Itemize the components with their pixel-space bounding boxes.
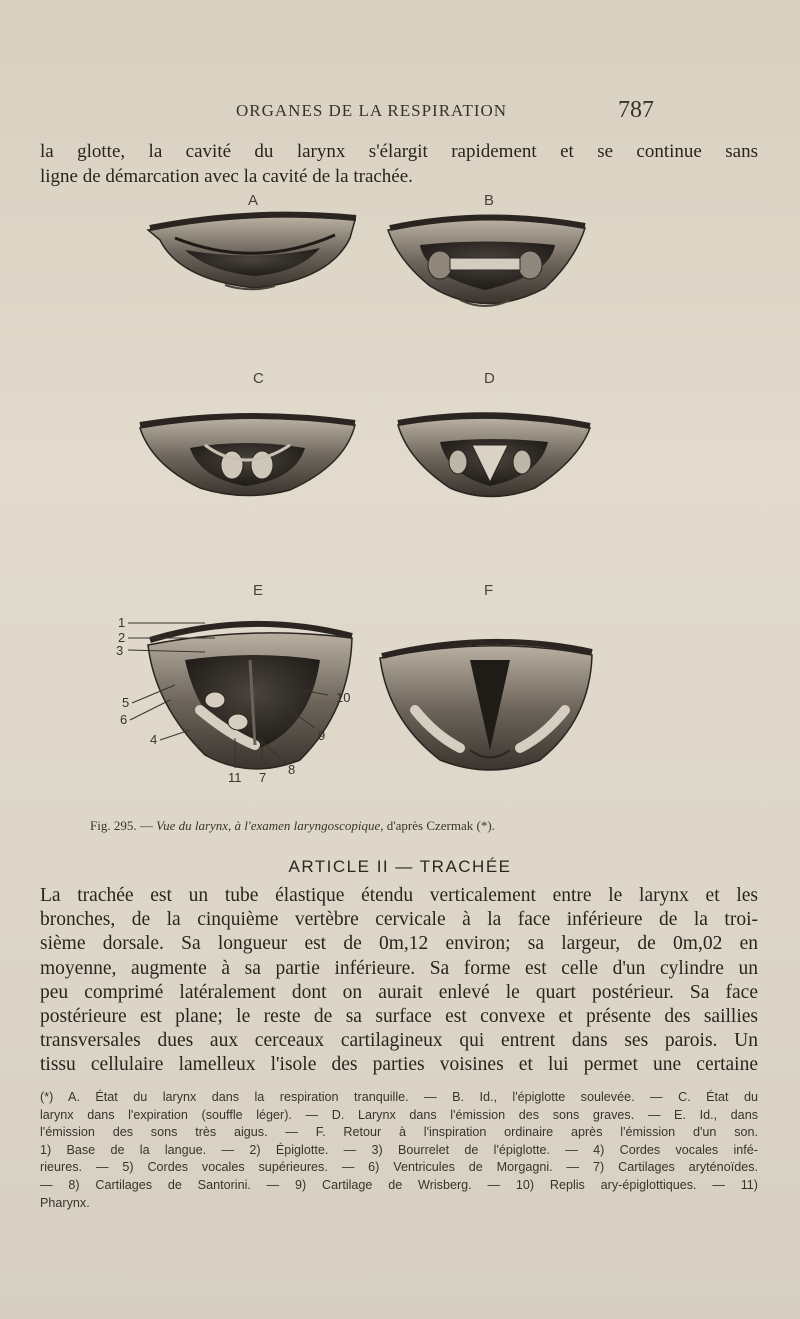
footnote-line: 1) Base de la langue. — 2) Épiglotte. — 3) Bourrelet de l'épiglotte. — 4) Cordes vocales infé- [40,1142,758,1157]
view-d [398,415,590,496]
figure-label-b: B [484,192,495,209]
figure-label-a: A [248,192,259,209]
intro-paragraph [40,139,758,189]
figure-295 [0,190,800,810]
footnote-line: l'émission des sons très aigus. — F. Retour à l'inspiration ordinaire après l'émission d'un son. [40,1125,758,1140]
body-line: transversales dues aux cerceaux cartilagineux qui entrent dans ses parois. Un [40,1030,758,1052]
view-e [148,624,352,769]
callout-3: 3 [116,643,124,658]
callout-4: 4 [150,732,158,747]
body-line: La trachée est un tube élastique étendu verticalement entre le larynx et les [40,885,758,906]
footnote-line: (*) A. État du larynx dans la respiration tranquille. — B. Id., l'épiglotte soulevée. — C. État du [40,1090,758,1104]
figure-caption [90,818,790,834]
callout-10: 10 [336,690,351,705]
body-line: peu comprimé latéralement dont on aurait enlevé le quart postérieur. Sa face [40,981,758,1003]
figure-label-e: E [253,582,264,599]
intro-line: la glotte, la cavité du larynx s'élargit rapidement et se continue sans [40,141,758,162]
body-paragraph [40,884,758,1078]
callout-2: 2 [118,630,126,645]
intro-line: ligne de démarcation avec la cavité de la trachée. [40,166,413,187]
callout-9: 9 [318,728,326,743]
caption-title: Vue du larynx, à l'examen laryngoscopique, [156,818,384,833]
running-head: ORGANES DE LA RESPIRATION [236,101,508,120]
caption-attribution: d'après Czermak (*). [386,818,495,833]
view-b [388,217,585,306]
callout-5: 5 [122,695,130,710]
callout-1: 1 [118,615,126,630]
body-line: tissu cellulaire lamelleux l'isole des parties voisines et lui permet une certaine [40,1054,758,1076]
view-a [148,215,356,290]
page-header [0,97,800,127]
figure-label-c: C [253,370,264,387]
figure-label-d: D [484,370,495,387]
view-c [140,416,355,496]
callout-6: 6 [120,712,128,727]
footnote-line: Pharynx. [40,1195,90,1210]
body-line: bronches, de la cinquième vertèbre cervicale à la face inférieure de la troi- [40,909,758,931]
footnote-line: rieures. — 5) Cordes vocales supérieures. — 6) Ventricules de Morgagni. — 7) Cartilages aryténoïdes. [40,1160,758,1175]
view-f [380,642,592,770]
callout-8: 8 [288,762,296,777]
body-line: moyenne, augmente à sa partie inférieure. Sa forme est celle d'un cylindre un [40,957,758,979]
caption-number: Fig. 295. — [90,818,153,833]
figure-label-f: F [484,582,494,599]
callout-11: 11 [228,770,242,785]
callout-7: 7 [259,770,267,785]
footnote-line: — 8) Cartilages de Santorini. — 9) Cartilage de Wrisberg. — 10) Replis ary-épiglottiques. — 11) [40,1177,758,1192]
page-number: 787 [618,97,654,123]
body-line: sième dorsale. Sa longueur est de 0m,12 environ; sa largeur, de 0m,02 en [40,933,758,955]
footnote [40,1089,758,1212]
body-line: postérieure est plane; le reste de sa surface est convexe et présente des saillies [40,1006,758,1028]
section-title: ARTICLE II — TRACHÉE [288,857,512,876]
footnote-line: larynx dans l'expiration (souffle léger). — D. Larynx dans l'émission des sons graves. — E. Id., dans [40,1107,758,1122]
